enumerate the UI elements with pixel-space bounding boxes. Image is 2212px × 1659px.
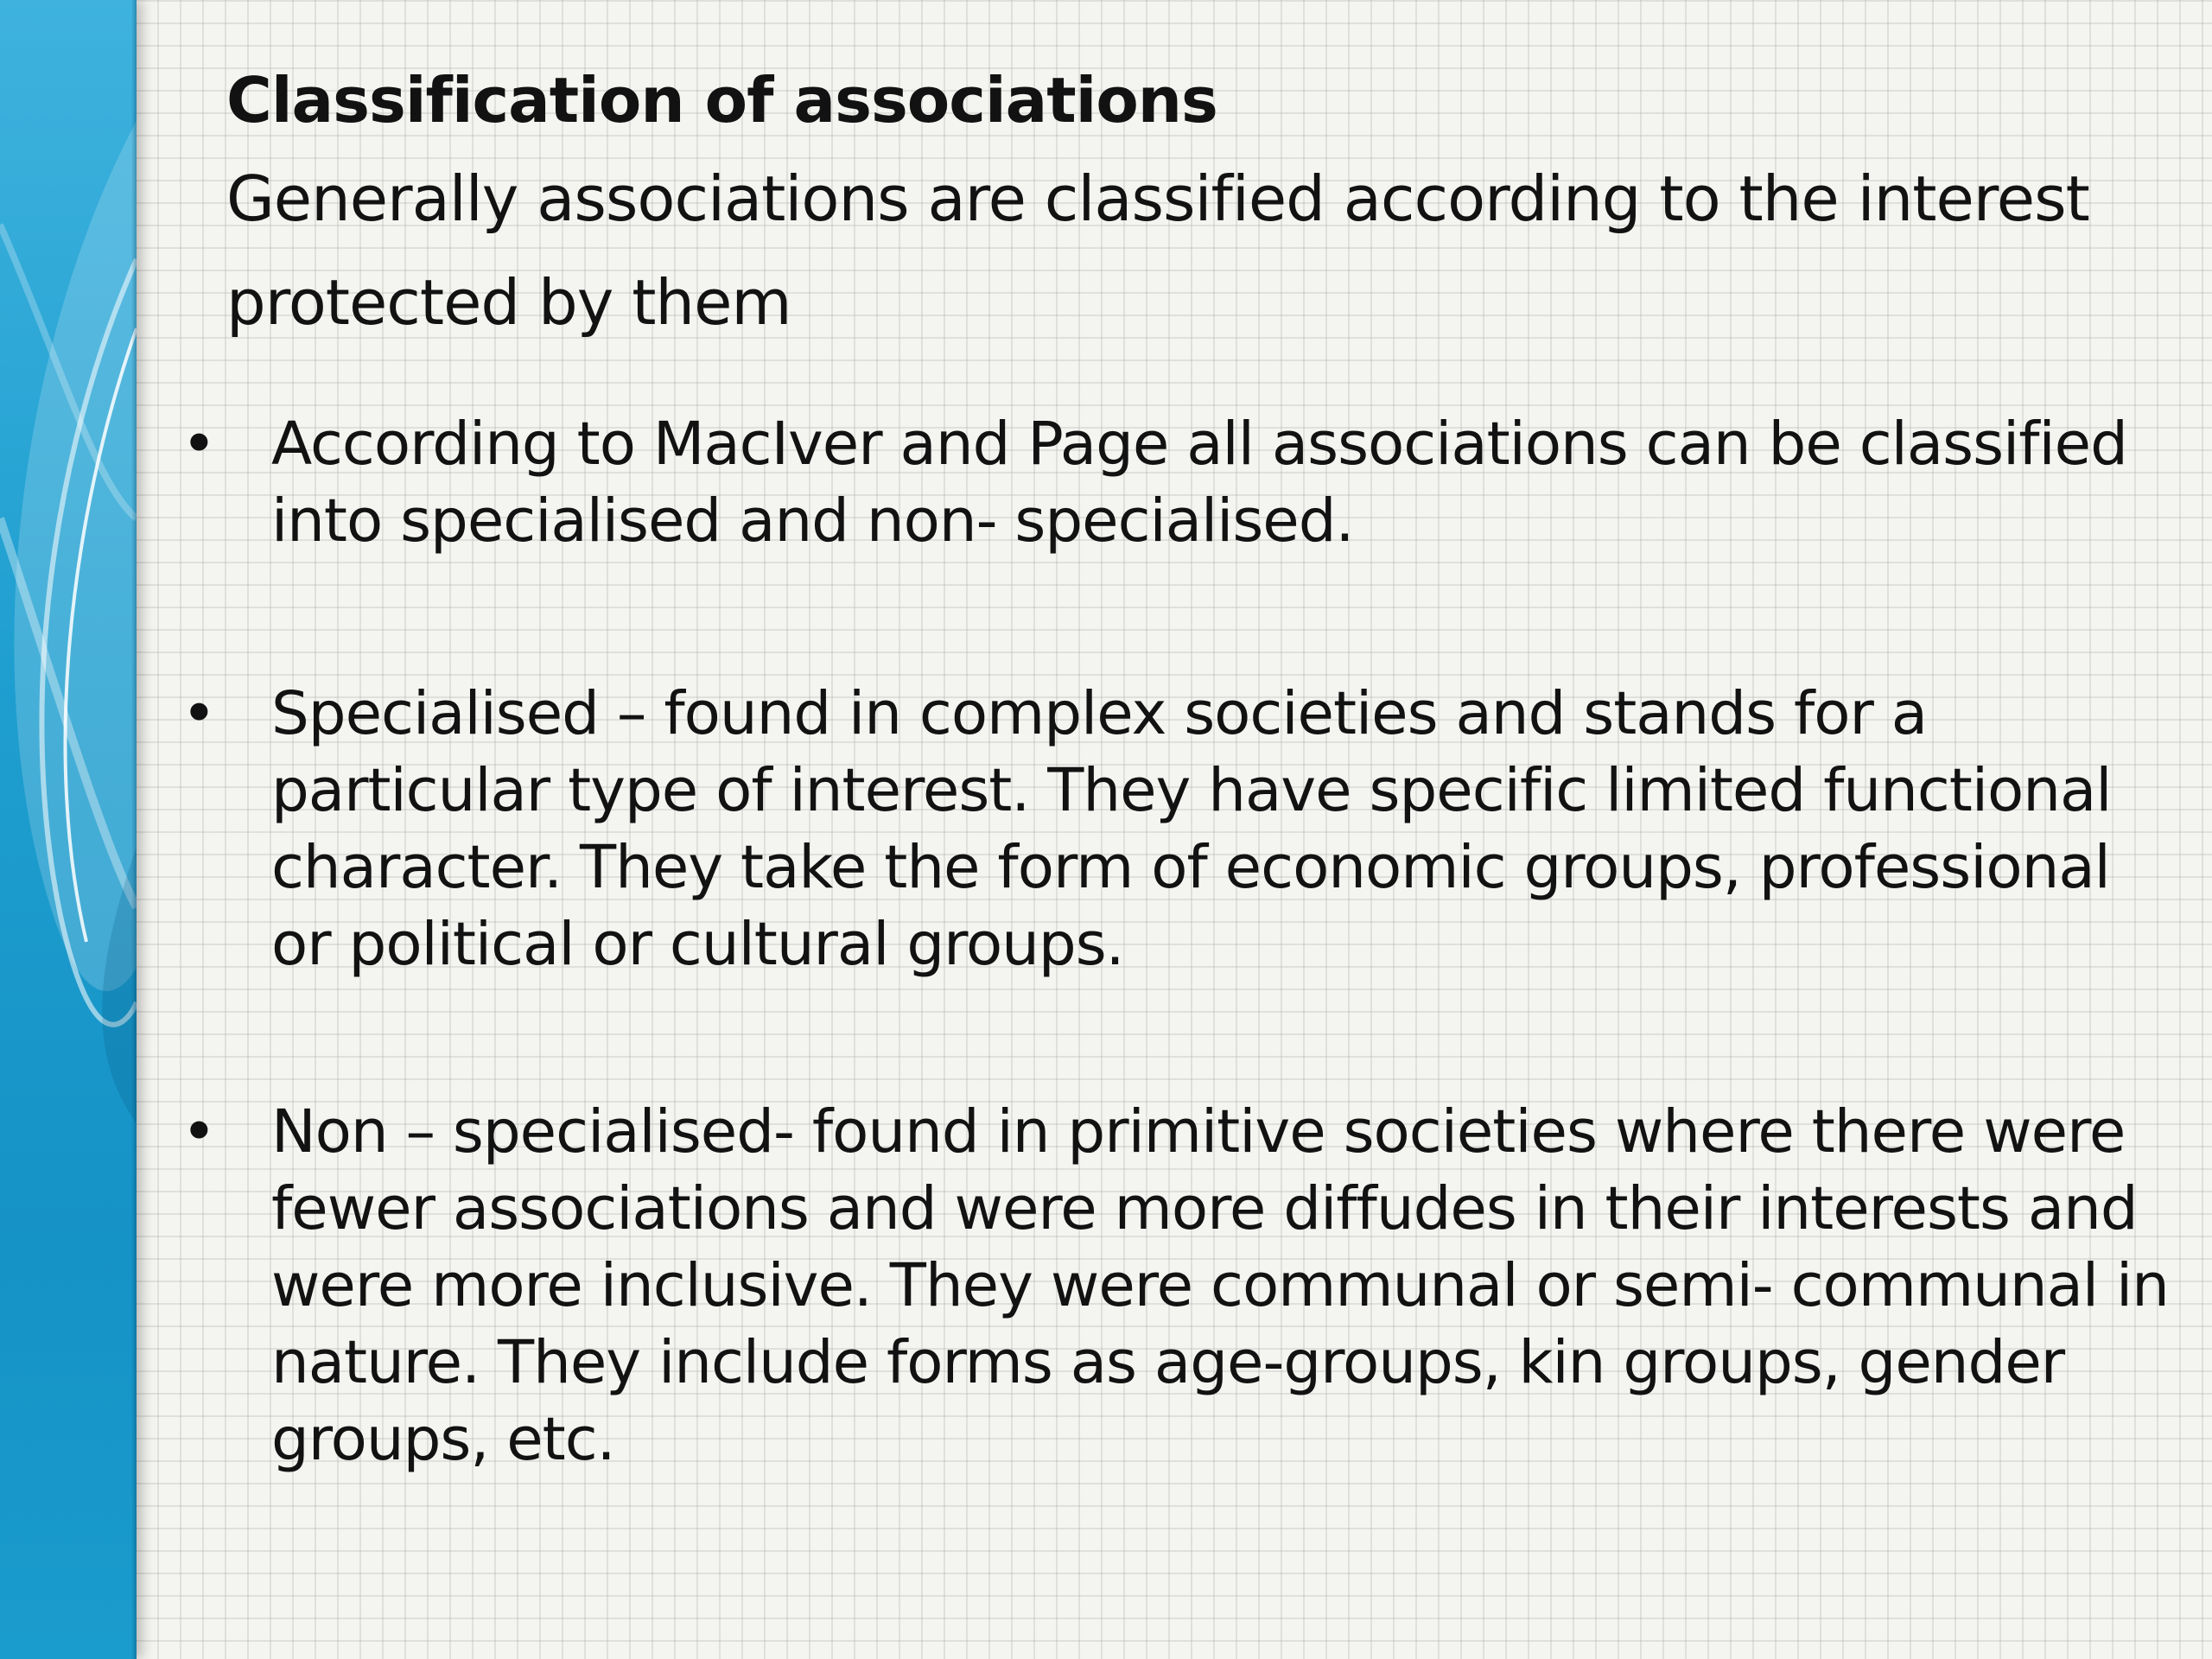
swirl-decoration-icon bbox=[0, 0, 137, 1659]
slide-title: Classification of associations bbox=[226, 64, 1217, 137]
bullet-list bbox=[181, 406, 2169, 1478]
decorative-side-band bbox=[0, 0, 137, 1659]
slide-header bbox=[226, 54, 2162, 354]
bullet-marker-icon: • bbox=[181, 1097, 216, 1166]
band-edge-shadow bbox=[131, 0, 137, 1659]
bullet-item-specialised bbox=[181, 676, 2169, 983]
bullet-marker-icon: • bbox=[181, 410, 216, 479]
bullet-text: According to MacIver and Page all associations can be classified into specialised and non- specialised. bbox=[271, 410, 2127, 556]
bullet-item-non-specialised bbox=[181, 1094, 2169, 1478]
bullet-text: Specialised – found in complex societies and stands for a particular type of interest. They have specific limited functional character. They take the form of economic groups, professional or political or cultural groups. bbox=[271, 679, 2112, 979]
bullet-marker-icon: • bbox=[181, 679, 216, 748]
bullet-text: Non – specialised- found in primitive societies where there were fewer associations and were more diffudes in their interests and were more inclusive. They were communal or semi- communal in nature. They include forms as age-groups, kin groups, gender groups, etc. bbox=[271, 1097, 2169, 1474]
bullet-item-maciver-page bbox=[181, 406, 2169, 560]
slide-subtitle: Generally associations are classified according to the interest protected by them bbox=[226, 162, 2089, 339]
